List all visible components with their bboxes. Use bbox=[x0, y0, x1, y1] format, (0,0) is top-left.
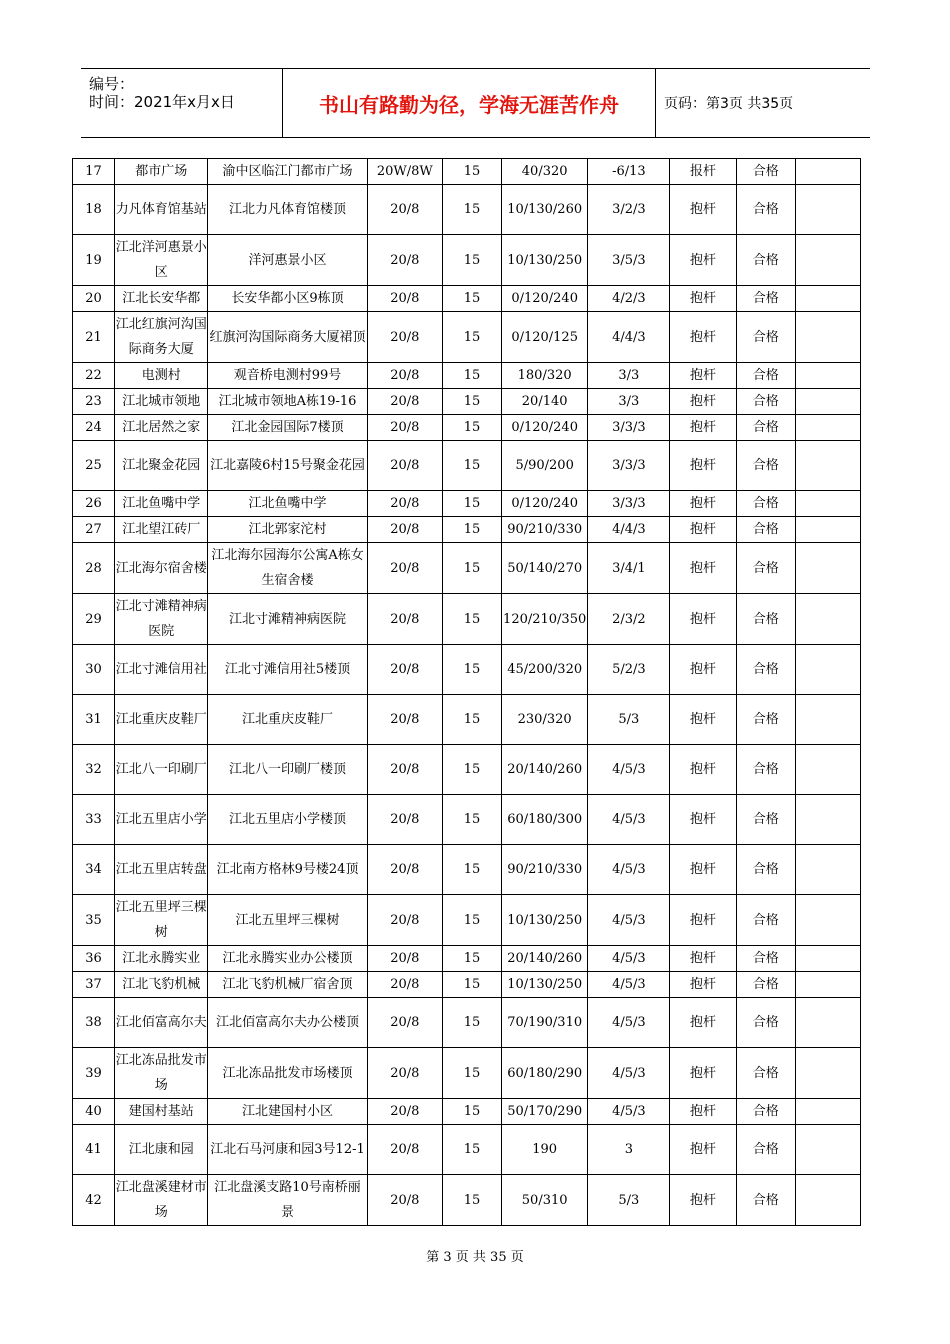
power-value: 20/8 bbox=[367, 645, 442, 695]
table-body bbox=[73, 159, 861, 1226]
site-address: 江北永腾实业办公楼顶 bbox=[208, 946, 367, 972]
site-address: 观音桥电测村99号 bbox=[208, 363, 367, 389]
mount-type: 抱杆 bbox=[670, 1125, 736, 1175]
table-row bbox=[73, 235, 861, 286]
mount-type: 抱杆 bbox=[670, 363, 736, 389]
tilt-value: 4/5/3 bbox=[588, 1048, 670, 1099]
mount-type: 抱杆 bbox=[670, 845, 736, 895]
note-cell bbox=[795, 491, 860, 517]
site-address: 江北石马河康和园3号12-1 bbox=[208, 1125, 367, 1175]
height-value: 15 bbox=[442, 795, 501, 845]
code-label: 编号： bbox=[89, 75, 135, 93]
mount-type: 抱杆 bbox=[670, 946, 736, 972]
mount-type: 抱杆 bbox=[670, 491, 736, 517]
tilt-value: 5/2/3 bbox=[588, 645, 670, 695]
row-number: 42 bbox=[73, 1175, 115, 1226]
row-number: 23 bbox=[73, 389, 115, 415]
azimuth-value: 0/120/125 bbox=[502, 312, 588, 363]
result-value: 合格 bbox=[736, 312, 795, 363]
power-value: 20/8 bbox=[367, 235, 442, 286]
power-value: 20/8 bbox=[367, 795, 442, 845]
site-name: 江北盘溪建材市场 bbox=[115, 1175, 208, 1226]
height-value: 15 bbox=[442, 389, 501, 415]
table-row bbox=[73, 745, 861, 795]
result-value: 合格 bbox=[736, 389, 795, 415]
height-value: 15 bbox=[442, 517, 501, 543]
table-row bbox=[73, 1048, 861, 1099]
site-name: 电测村 bbox=[115, 363, 208, 389]
site-address: 江北飞豹机械厂宿舍顶 bbox=[208, 972, 367, 998]
power-value: 20/8 bbox=[367, 895, 442, 946]
site-name: 建国村基站 bbox=[115, 1099, 208, 1125]
result-value: 合格 bbox=[736, 491, 795, 517]
site-address: 江北建国村小区 bbox=[208, 1099, 367, 1125]
height-value: 15 bbox=[442, 895, 501, 946]
power-value: 20/8 bbox=[367, 312, 442, 363]
mount-type: 抱杆 bbox=[670, 998, 736, 1048]
table-row bbox=[73, 972, 861, 998]
site-name: 江北飞豹机械 bbox=[115, 972, 208, 998]
azimuth-value: 10/130/250 bbox=[502, 972, 588, 998]
tilt-value: 3/5/3 bbox=[588, 235, 670, 286]
site-name: 江北佰富高尔夫 bbox=[115, 998, 208, 1048]
site-name: 江北永腾实业 bbox=[115, 946, 208, 972]
table-row bbox=[73, 895, 861, 946]
row-number: 19 bbox=[73, 235, 115, 286]
row-number: 37 bbox=[73, 972, 115, 998]
table-row bbox=[73, 1125, 861, 1175]
result-value: 合格 bbox=[736, 1099, 795, 1125]
site-name: 江北五里坪三棵树 bbox=[115, 895, 208, 946]
height-value: 15 bbox=[442, 972, 501, 998]
azimuth-value: 50/140/270 bbox=[502, 543, 588, 594]
tilt-value: 4/4/3 bbox=[588, 517, 670, 543]
site-address: 江北盘溪支路10号南桥丽景 bbox=[208, 1175, 367, 1226]
height-value: 15 bbox=[442, 286, 501, 312]
result-value: 合格 bbox=[736, 645, 795, 695]
site-name: 江北城市领地 bbox=[115, 389, 208, 415]
azimuth-value: 90/210/330 bbox=[502, 517, 588, 543]
azimuth-value: 60/180/300 bbox=[502, 795, 588, 845]
power-value: 20/8 bbox=[367, 1175, 442, 1226]
note-cell bbox=[795, 363, 860, 389]
table-row bbox=[73, 441, 861, 491]
note-cell bbox=[795, 1125, 860, 1175]
table-row bbox=[73, 946, 861, 972]
note-cell bbox=[795, 946, 860, 972]
site-name: 力凡体育馆基站 bbox=[115, 185, 208, 235]
site-address: 江北城市领地A栋19-16 bbox=[208, 389, 367, 415]
power-value: 20/8 bbox=[367, 998, 442, 1048]
mount-type: 抱杆 bbox=[670, 415, 736, 441]
row-number: 20 bbox=[73, 286, 115, 312]
power-value: 20/8 bbox=[367, 441, 442, 491]
power-value: 20/8 bbox=[367, 946, 442, 972]
site-name: 江北康和园 bbox=[115, 1125, 208, 1175]
height-value: 15 bbox=[442, 415, 501, 441]
table-row bbox=[73, 517, 861, 543]
result-value: 合格 bbox=[736, 972, 795, 998]
azimuth-value: 20/140/260 bbox=[502, 946, 588, 972]
site-name: 江北海尔宿舍楼 bbox=[115, 543, 208, 594]
header-meta bbox=[81, 69, 283, 137]
tilt-value: 3/3 bbox=[588, 363, 670, 389]
height-value: 15 bbox=[442, 312, 501, 363]
site-name: 江北八一印刷厂 bbox=[115, 745, 208, 795]
power-value: 20W/8W bbox=[367, 159, 442, 185]
mount-type: 抱杆 bbox=[670, 441, 736, 491]
header-motto: 书山有路勤为径，学海无涯苦作舟 bbox=[283, 69, 656, 137]
tilt-value: 4/2/3 bbox=[588, 286, 670, 312]
note-cell bbox=[795, 594, 860, 645]
power-value: 20/8 bbox=[367, 1125, 442, 1175]
power-value: 20/8 bbox=[367, 389, 442, 415]
result-value: 合格 bbox=[736, 795, 795, 845]
result-value: 合格 bbox=[736, 1125, 795, 1175]
table-row bbox=[73, 185, 861, 235]
azimuth-value: 10/130/260 bbox=[502, 185, 588, 235]
site-address: 红旗河沟国际商务大厦裙顶 bbox=[208, 312, 367, 363]
site-address: 洋河惠景小区 bbox=[208, 235, 367, 286]
row-number: 27 bbox=[73, 517, 115, 543]
site-address: 江北嘉陵6村15号聚金花园 bbox=[208, 441, 367, 491]
site-address: 江北力凡体育馆楼顶 bbox=[208, 185, 367, 235]
site-address: 江北海尔园海尔公寓A栋女生宿舍楼 bbox=[208, 543, 367, 594]
table-row bbox=[73, 491, 861, 517]
site-name: 江北五里店转盘 bbox=[115, 845, 208, 895]
azimuth-value: 70/190/310 bbox=[502, 998, 588, 1048]
site-name: 江北聚金花园 bbox=[115, 441, 208, 491]
row-number: 26 bbox=[73, 491, 115, 517]
row-number: 32 bbox=[73, 745, 115, 795]
row-number: 25 bbox=[73, 441, 115, 491]
row-number: 17 bbox=[73, 159, 115, 185]
mount-type: 抱杆 bbox=[670, 389, 736, 415]
result-value: 合格 bbox=[736, 159, 795, 185]
site-address: 江北金园国际7楼顶 bbox=[208, 415, 367, 441]
result-value: 合格 bbox=[736, 895, 795, 946]
mount-type: 抱杆 bbox=[670, 286, 736, 312]
note-cell bbox=[795, 895, 860, 946]
site-address: 江北郭家沱村 bbox=[208, 517, 367, 543]
height-value: 15 bbox=[442, 491, 501, 517]
mount-type: 抱杆 bbox=[670, 695, 736, 745]
azimuth-value: 0/120/240 bbox=[502, 415, 588, 441]
note-cell bbox=[795, 1099, 860, 1125]
note-cell bbox=[795, 543, 860, 594]
power-value: 20/8 bbox=[367, 1099, 442, 1125]
tilt-value: 4/5/3 bbox=[588, 895, 670, 946]
tilt-value: 3/3/3 bbox=[588, 415, 670, 441]
height-value: 15 bbox=[442, 441, 501, 491]
site-address: 江北寸滩精神病医院 bbox=[208, 594, 367, 645]
row-number: 36 bbox=[73, 946, 115, 972]
tilt-value: 3/4/1 bbox=[588, 543, 670, 594]
result-value: 合格 bbox=[736, 1048, 795, 1099]
height-value: 15 bbox=[442, 998, 501, 1048]
tilt-value: 4/4/3 bbox=[588, 312, 670, 363]
table-row bbox=[73, 695, 861, 745]
site-name: 江北鱼嘴中学 bbox=[115, 491, 208, 517]
row-number: 29 bbox=[73, 594, 115, 645]
power-value: 20/8 bbox=[367, 517, 442, 543]
result-value: 合格 bbox=[736, 543, 795, 594]
height-value: 15 bbox=[442, 745, 501, 795]
site-address: 江北寸滩信用社5楼顶 bbox=[208, 645, 367, 695]
table-row bbox=[73, 159, 861, 185]
site-address: 江北八一印刷厂楼顶 bbox=[208, 745, 367, 795]
mount-type: 抱杆 bbox=[670, 795, 736, 845]
note-cell bbox=[795, 1175, 860, 1226]
azimuth-value: 120/210/350 bbox=[502, 594, 588, 645]
tilt-value: 5/3 bbox=[588, 1175, 670, 1226]
site-address: 江北重庆皮鞋厂 bbox=[208, 695, 367, 745]
site-address: 江北五里坪三棵树 bbox=[208, 895, 367, 946]
height-value: 15 bbox=[442, 695, 501, 745]
row-number: 41 bbox=[73, 1125, 115, 1175]
azimuth-value: 20/140/260 bbox=[502, 745, 588, 795]
site-name: 江北望江砖厂 bbox=[115, 517, 208, 543]
site-address: 江北佰富高尔夫办公楼顶 bbox=[208, 998, 367, 1048]
row-number: 28 bbox=[73, 543, 115, 594]
height-value: 15 bbox=[442, 1175, 501, 1226]
power-value: 20/8 bbox=[367, 972, 442, 998]
mount-type: 抱杆 bbox=[670, 1099, 736, 1125]
note-cell bbox=[795, 795, 860, 845]
site-name: 江北寸滩精神病医院 bbox=[115, 594, 208, 645]
result-value: 合格 bbox=[736, 415, 795, 441]
tilt-value: -6/13 bbox=[588, 159, 670, 185]
result-value: 合格 bbox=[736, 695, 795, 745]
azimuth-value: 230/320 bbox=[502, 695, 588, 745]
power-value: 20/8 bbox=[367, 415, 442, 441]
table-row bbox=[73, 998, 861, 1048]
height-value: 15 bbox=[442, 185, 501, 235]
tilt-value: 2/3/2 bbox=[588, 594, 670, 645]
site-name: 江北五里店小学 bbox=[115, 795, 208, 845]
azimuth-value: 190 bbox=[502, 1125, 588, 1175]
table-row bbox=[73, 645, 861, 695]
note-cell bbox=[795, 389, 860, 415]
tilt-value: 4/5/3 bbox=[588, 745, 670, 795]
azimuth-value: 0/120/240 bbox=[502, 286, 588, 312]
table-row bbox=[73, 795, 861, 845]
tilt-value: 3/3 bbox=[588, 389, 670, 415]
azimuth-value: 0/120/240 bbox=[502, 491, 588, 517]
row-number: 22 bbox=[73, 363, 115, 389]
row-number: 33 bbox=[73, 795, 115, 845]
tilt-value: 3/3/3 bbox=[588, 441, 670, 491]
power-value: 20/8 bbox=[367, 543, 442, 594]
height-value: 15 bbox=[442, 645, 501, 695]
azimuth-value: 50/310 bbox=[502, 1175, 588, 1226]
site-address: 江北南方格林9号楼24顶 bbox=[208, 845, 367, 895]
note-cell bbox=[795, 185, 860, 235]
tilt-value: 4/5/3 bbox=[588, 795, 670, 845]
page-footer: 第 3 页 共 35 页 bbox=[426, 1250, 524, 1265]
result-value: 合格 bbox=[736, 363, 795, 389]
table-row bbox=[73, 1175, 861, 1226]
site-name: 江北洋河惠景小区 bbox=[115, 235, 208, 286]
result-value: 合格 bbox=[736, 946, 795, 972]
result-value: 合格 bbox=[736, 185, 795, 235]
row-number: 40 bbox=[73, 1099, 115, 1125]
height-value: 15 bbox=[442, 1048, 501, 1099]
azimuth-value: 180/320 bbox=[502, 363, 588, 389]
tilt-value: 4/5/3 bbox=[588, 845, 670, 895]
table-row bbox=[73, 845, 861, 895]
height-value: 15 bbox=[442, 363, 501, 389]
power-value: 20/8 bbox=[367, 1048, 442, 1099]
azimuth-value: 40/320 bbox=[502, 159, 588, 185]
note-cell bbox=[795, 745, 860, 795]
station-table bbox=[72, 158, 861, 1226]
row-number: 38 bbox=[73, 998, 115, 1048]
note-cell bbox=[795, 695, 860, 745]
table-row bbox=[73, 312, 861, 363]
note-cell bbox=[795, 1048, 860, 1099]
mount-type: 报杆 bbox=[670, 159, 736, 185]
height-value: 15 bbox=[442, 543, 501, 594]
table-row bbox=[73, 389, 861, 415]
note-cell bbox=[795, 441, 860, 491]
tilt-value: 4/5/3 bbox=[588, 998, 670, 1048]
height-value: 15 bbox=[442, 159, 501, 185]
row-number: 18 bbox=[73, 185, 115, 235]
height-value: 15 bbox=[442, 946, 501, 972]
note-cell bbox=[795, 235, 860, 286]
table-row bbox=[73, 1099, 861, 1125]
site-name: 江北冻品批发市场 bbox=[115, 1048, 208, 1099]
power-value: 20/8 bbox=[367, 745, 442, 795]
azimuth-value: 45/200/320 bbox=[502, 645, 588, 695]
mount-type: 抱杆 bbox=[670, 745, 736, 795]
mount-type: 抱杆 bbox=[670, 594, 736, 645]
result-value: 合格 bbox=[736, 286, 795, 312]
row-number: 39 bbox=[73, 1048, 115, 1099]
tilt-value: 3/3/3 bbox=[588, 491, 670, 517]
result-value: 合格 bbox=[736, 845, 795, 895]
height-value: 15 bbox=[442, 1125, 501, 1175]
power-value: 20/8 bbox=[367, 286, 442, 312]
site-name: 江北寸滩信用社 bbox=[115, 645, 208, 695]
result-value: 合格 bbox=[736, 594, 795, 645]
azimuth-value: 60/180/290 bbox=[502, 1048, 588, 1099]
power-value: 20/8 bbox=[367, 695, 442, 745]
mount-type: 抱杆 bbox=[670, 517, 736, 543]
height-value: 15 bbox=[442, 235, 501, 286]
result-value: 合格 bbox=[736, 998, 795, 1048]
row-number: 34 bbox=[73, 845, 115, 895]
power-value: 20/8 bbox=[367, 185, 442, 235]
site-name: 江北重庆皮鞋厂 bbox=[115, 695, 208, 745]
result-value: 合格 bbox=[736, 1175, 795, 1226]
table-row bbox=[73, 543, 861, 594]
result-value: 合格 bbox=[736, 745, 795, 795]
height-value: 15 bbox=[442, 1099, 501, 1125]
result-value: 合格 bbox=[736, 517, 795, 543]
tilt-value: 3/2/3 bbox=[588, 185, 670, 235]
tilt-value: 4/5/3 bbox=[588, 972, 670, 998]
result-value: 合格 bbox=[736, 441, 795, 491]
time-label: 时间：2021年x月x日 bbox=[89, 93, 235, 111]
page-header bbox=[81, 68, 870, 138]
tilt-value: 4/5/3 bbox=[588, 1099, 670, 1125]
note-cell bbox=[795, 845, 860, 895]
power-value: 20/8 bbox=[367, 594, 442, 645]
site-address: 渝中区临江门都市广场 bbox=[208, 159, 367, 185]
azimuth-value: 10/130/250 bbox=[502, 235, 588, 286]
height-value: 15 bbox=[442, 845, 501, 895]
azimuth-value: 20/140 bbox=[502, 389, 588, 415]
site-address: 江北冻品批发市场楼顶 bbox=[208, 1048, 367, 1099]
row-number: 35 bbox=[73, 895, 115, 946]
note-cell bbox=[795, 972, 860, 998]
power-value: 20/8 bbox=[367, 845, 442, 895]
note-cell bbox=[795, 998, 860, 1048]
table-row bbox=[73, 363, 861, 389]
mount-type: 抱杆 bbox=[670, 1048, 736, 1099]
site-name: 江北居然之家 bbox=[115, 415, 208, 441]
row-number: 30 bbox=[73, 645, 115, 695]
azimuth-value: 5/90/200 bbox=[502, 441, 588, 491]
azimuth-value: 10/130/250 bbox=[502, 895, 588, 946]
note-cell bbox=[795, 415, 860, 441]
power-value: 20/8 bbox=[367, 491, 442, 517]
site-name: 江北红旗河沟国际商务大厦 bbox=[115, 312, 208, 363]
mount-type: 抱杆 bbox=[670, 645, 736, 695]
mount-type: 抱杆 bbox=[670, 1175, 736, 1226]
note-cell bbox=[795, 312, 860, 363]
azimuth-value: 90/210/330 bbox=[502, 845, 588, 895]
tilt-value: 5/3 bbox=[588, 695, 670, 745]
header-page-info: 页码：第3页 共35页 bbox=[664, 96, 794, 112]
row-number: 31 bbox=[73, 695, 115, 745]
table-row bbox=[73, 286, 861, 312]
note-cell bbox=[795, 159, 860, 185]
site-name: 江北长安华都 bbox=[115, 286, 208, 312]
power-value: 20/8 bbox=[367, 363, 442, 389]
site-name: 都市广场 bbox=[115, 159, 208, 185]
azimuth-value: 50/170/290 bbox=[502, 1099, 588, 1125]
mount-type: 抱杆 bbox=[670, 972, 736, 998]
note-cell bbox=[795, 645, 860, 695]
mount-type: 抱杆 bbox=[670, 312, 736, 363]
tilt-value: 4/5/3 bbox=[588, 946, 670, 972]
site-address: 江北鱼嘴中学 bbox=[208, 491, 367, 517]
tilt-value: 3 bbox=[588, 1125, 670, 1175]
mount-type: 抱杆 bbox=[670, 895, 736, 946]
mount-type: 抱杆 bbox=[670, 543, 736, 594]
row-number: 21 bbox=[73, 312, 115, 363]
site-address: 江北五里店小学楼顶 bbox=[208, 795, 367, 845]
result-value: 合格 bbox=[736, 235, 795, 286]
table-row bbox=[73, 415, 861, 441]
note-cell bbox=[795, 286, 860, 312]
mount-type: 抱杆 bbox=[670, 235, 736, 286]
note-cell bbox=[795, 517, 860, 543]
row-number: 24 bbox=[73, 415, 115, 441]
table-row bbox=[73, 594, 861, 645]
site-address: 长安华都小区9栋顶 bbox=[208, 286, 367, 312]
height-value: 15 bbox=[442, 594, 501, 645]
mount-type: 抱杆 bbox=[670, 185, 736, 235]
